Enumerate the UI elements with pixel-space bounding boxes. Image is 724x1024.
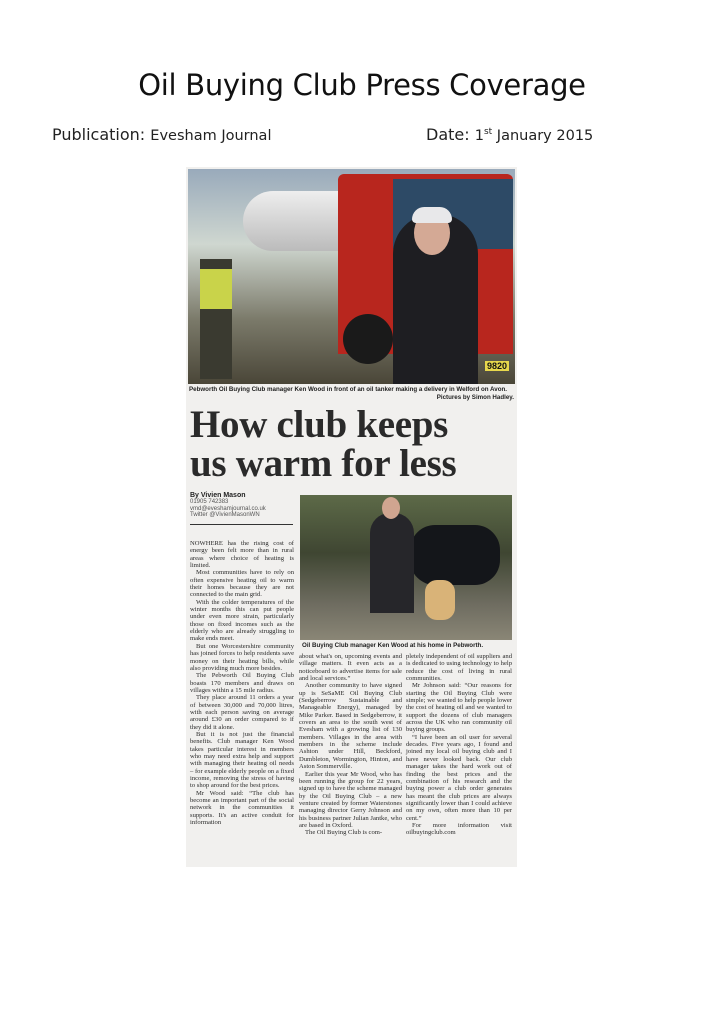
paragraph: vmd@eveshamjournal.co.uk (190, 505, 266, 512)
paragraph: How club keeps (190, 403, 449, 446)
publication (52, 125, 271, 144)
paragraph: The Oil Buying Club is com- (305, 829, 383, 837)
number-plate: 9820 (486, 361, 507, 371)
article-column-2 (299, 653, 402, 837)
paragraph: Pebworth Oil Buying Club manager Ken Wood in front of an oil tanker making a delivery in Welford on Avon. (189, 386, 507, 393)
paragraph: But it is not just the financial benefits. Club manager Ken Wood takes particular interest in members who may need extra help and support with managing their heating oil needs – for example elderly people on a fixed income, removing the stress of having to shop around for the best prices. (190, 730, 294, 790)
date-day: 1 (474, 128, 484, 144)
paragraph: 01905 742383 (190, 499, 229, 506)
paragraph: Earlier this year Mr Wood, who has been running the group for 22 years, signed up to have the scheme managed by the Oil Buying Club – a new venture created by former Waterstones managing director Gerry Johnson and his business partner Julian Jantke, who are based in Oxford. (299, 770, 402, 829)
tanker-photo (188, 169, 515, 384)
byline (190, 493, 295, 518)
date-suffix: st (483, 127, 493, 138)
author: By Vivien Mason (190, 492, 246, 499)
article-column-3 (406, 653, 512, 837)
paragraph: They place around 11 orders a year of between 30,000 and 70,000 litres, with each person saving on average around £30 an order compared to if they did it alone. (190, 694, 294, 731)
publication-value: Evesham Journal (150, 128, 272, 144)
headline (190, 405, 515, 483)
paragraph: Another community to have signed up is SeSaME Oil Buying Club (Sedgeberrow Sustainable and Manageable Energy), managed by Mike Parker. Based in Sedgeberrow, it covers an area to the south west of Evesham with a growing list of 130 members. Villages in the area with members in the scheme include Ashton under Hill, Beckford, Dumbleton, Wormington, Hinton, and Aston Sommerville. (299, 682, 402, 771)
page-title: Oil Buying Club Press Coverage (138, 68, 586, 102)
paragraph: about what's on, upcoming events and village matters. It even acts as a noticeboard to advertise items for sale and local services.” (299, 653, 402, 683)
paragraph: pletely independent of oil suppliers and is dedicated to using technology to help reduce the cost of living in rural communities. (406, 653, 512, 683)
paragraph: us warm for less (190, 442, 457, 485)
paragraph: With the colder temperatures of the winter months this can put people under even more strain, particularly those on fixed incomes such as the elderly who are already struggling to make ends meet. (190, 598, 294, 643)
paragraph: NOWHERE has the rising cost of energy been felt more than in rural areas where choice of heating is limited. (190, 540, 294, 570)
photo-caption (189, 386, 514, 401)
paragraph: For more information visit oilbuyingclub.com (406, 821, 512, 837)
newspaper-clipping (186, 167, 517, 867)
paragraph: “I have been an oil user for several decades. Five years ago, I found and joined my local oil buying club and I have never looked back. Our club manager takes the hard work out of finding the best prices and the combination of his research and the buying power a club order generates has meant the club prices are always significantly lower than I could achieve on my own, often more than 10 per cent.” (406, 733, 512, 822)
paragraph: Mr Johnson said: “Our reasons for starting the Oil Buying Club were simple; we wanted to help people lower the cost of heating oil and we wanted to support the dozens of club managers across the UK who ran community oil buying groups. (406, 682, 512, 734)
date (426, 125, 593, 144)
publication-label: Publication: (52, 125, 146, 144)
paragraph: But one Worcestershire community has joined forces to help residents save money on their heating bills, while also providing much more besides. (190, 642, 294, 672)
paragraph: Mr Wood said: “The club has become an important part of the social network in the communities it supports. It's an active conduit for information (190, 789, 294, 827)
date-label: Date: (426, 125, 470, 144)
article-column-1 (190, 540, 294, 826)
date-rest: January 2015 (496, 128, 594, 144)
photo-caption-2: Oil Buying Club manager Ken Wood at his home in Pebworth. (302, 642, 484, 649)
paragraph: The Pebworth Oil Buying Club boasts 170 members and draws on villages within a 15 mile radius. (190, 672, 294, 694)
garden-photo (300, 495, 512, 640)
paragraph: Twitter @VivienMasonWN (190, 511, 260, 518)
photo-credit: Pictures by Simon Hadley. (436, 393, 514, 401)
paragraph: Most communities have to rely on often expensive heating oil to warm their homes because they are not connected to the main grid. (190, 569, 294, 599)
divider (190, 524, 293, 525)
